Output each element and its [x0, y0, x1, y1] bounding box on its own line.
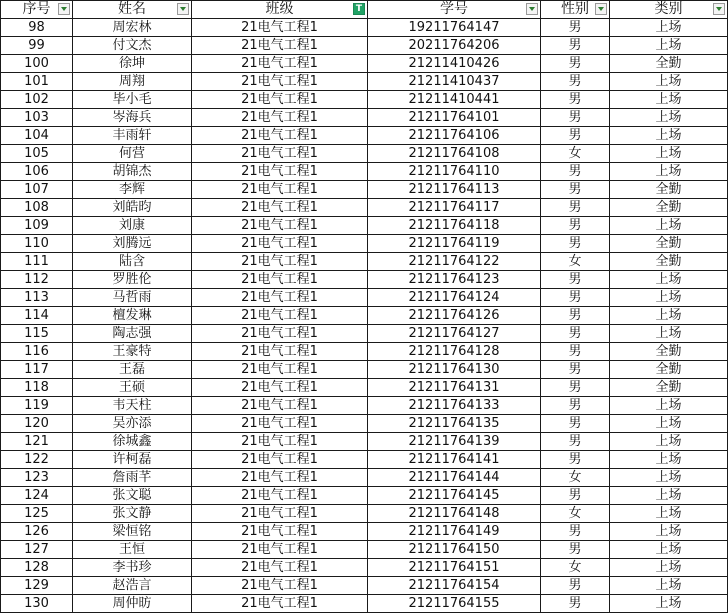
table-row [1, 325, 728, 343]
cell-seq[interactable]: 114 [1, 307, 73, 325]
cell-category[interactable]: 上场 [610, 145, 728, 163]
table-row [1, 343, 728, 361]
cell-class[interactable]: 21电气工程1 [192, 145, 368, 163]
cell-student-id[interactable]: 21211410426 [368, 55, 541, 73]
cell-gender[interactable]: 男 [541, 109, 610, 127]
cell-seq[interactable]: 128 [1, 559, 73, 577]
table-row [1, 397, 728, 415]
cell-name[interactable]: 王硕 [73, 379, 192, 397]
cell-name[interactable]: 罗胜伦 [73, 271, 192, 289]
cell-name[interactable]: 韦天柱 [73, 397, 192, 415]
cell-category[interactable]: 上场 [610, 541, 728, 559]
cell-gender[interactable]: 男 [541, 163, 610, 181]
cell-gender[interactable]: 男 [541, 181, 610, 199]
cell-category[interactable]: 全勤 [610, 55, 728, 73]
cell-class[interactable]: 21电气工程1 [192, 91, 368, 109]
filter-dropdown-icon[interactable] [713, 3, 725, 15]
cell-name[interactable]: 刘腾远 [73, 235, 192, 253]
cell-gender[interactable]: 男 [541, 325, 610, 343]
cell-category[interactable]: 上场 [610, 127, 728, 145]
cell-class[interactable]: 21电气工程1 [192, 55, 368, 73]
cell-category[interactable]: 上场 [610, 325, 728, 343]
table-row [1, 217, 728, 235]
cell-name[interactable]: 张文静 [73, 505, 192, 523]
cell-name[interactable]: 徐城鑫 [73, 433, 192, 451]
filter-dropdown-icon[interactable] [526, 3, 538, 15]
cell-student-id[interactable]: 21211764122 [368, 253, 541, 271]
cell-student-id[interactable]: 21211764148 [368, 505, 541, 523]
cell-name[interactable]: 毕小毛 [73, 91, 192, 109]
cell-category[interactable]: 上场 [610, 307, 728, 325]
cell-gender[interactable]: 男 [541, 487, 610, 505]
cell-class[interactable]: 21电气工程1 [192, 559, 368, 577]
cell-class[interactable]: 21电气工程1 [192, 181, 368, 199]
cell-seq[interactable]: 123 [1, 469, 73, 487]
filter-dropdown-icon[interactable] [58, 3, 70, 15]
cell-seq[interactable]: 112 [1, 271, 73, 289]
header-category[interactable] [610, 1, 728, 19]
header-label: 类别 [654, 1, 683, 17]
table-row [1, 433, 728, 451]
cell-seq[interactable]: 106 [1, 163, 73, 181]
cell-student-id[interactable]: 21211764133 [368, 397, 541, 415]
table-row [1, 289, 728, 307]
cell-gender[interactable]: 男 [541, 271, 610, 289]
cell-seq[interactable]: 129 [1, 577, 73, 595]
cell-category[interactable]: 上场 [610, 415, 728, 433]
cell-class[interactable]: 21电气工程1 [192, 235, 368, 253]
cell-student-id[interactable]: 21211764139 [368, 433, 541, 451]
cell-name[interactable]: 刘皓昀 [73, 199, 192, 217]
cell-class[interactable]: 21电气工程1 [192, 271, 368, 289]
cell-student-id[interactable]: 21211410441 [368, 91, 541, 109]
cell-category[interactable]: 上场 [610, 109, 728, 127]
cell-gender[interactable]: 女 [541, 559, 610, 577]
cell-seq[interactable]: 102 [1, 91, 73, 109]
cell-category[interactable]: 全勤 [610, 253, 728, 271]
table-row [1, 145, 728, 163]
header-label: 学号 [440, 1, 468, 17]
table-row [1, 541, 728, 559]
cell-category[interactable]: 全勤 [610, 199, 728, 217]
cell-name[interactable]: 周仲昉 [73, 595, 192, 613]
cell-gender[interactable]: 男 [541, 361, 610, 379]
table-row [1, 505, 728, 523]
cell-category[interactable]: 上场 [610, 289, 728, 307]
cell-name[interactable]: 陆含 [73, 253, 192, 271]
cell-category[interactable]: 上场 [610, 91, 728, 109]
cell-gender[interactable]: 男 [541, 541, 610, 559]
cell-name[interactable]: 王恒 [73, 541, 192, 559]
cell-class[interactable]: 21电气工程1 [192, 361, 368, 379]
cell-name[interactable]: 胡锦杰 [73, 163, 192, 181]
cell-category[interactable]: 上场 [610, 19, 728, 37]
cell-gender[interactable]: 男 [541, 91, 610, 109]
cell-seq[interactable]: 116 [1, 343, 73, 361]
cell-name[interactable]: 赵浩言 [73, 577, 192, 595]
table-row [1, 253, 728, 271]
cell-class[interactable]: 21电气工程1 [192, 343, 368, 361]
cell-category[interactable]: 全勤 [610, 361, 728, 379]
table-row [1, 361, 728, 379]
cell-class[interactable]: 21电气工程1 [192, 217, 368, 235]
cell-student-id[interactable]: 21211764128 [368, 343, 541, 361]
table-row [1, 91, 728, 109]
filter-active-icon[interactable]: T [353, 3, 365, 15]
cell-name[interactable]: 丰雨轩 [73, 127, 192, 145]
cell-seq[interactable]: 104 [1, 127, 73, 145]
cell-category[interactable]: 上场 [610, 487, 728, 505]
cell-class[interactable]: 21电气工程1 [192, 289, 368, 307]
cell-student-id[interactable]: 21211764113 [368, 181, 541, 199]
cell-category[interactable]: 上场 [610, 271, 728, 289]
cell-gender[interactable]: 女 [541, 505, 610, 523]
cell-gender[interactable]: 男 [541, 235, 610, 253]
cell-seq[interactable]: 105 [1, 145, 73, 163]
cell-seq[interactable]: 115 [1, 325, 73, 343]
cell-seq[interactable]: 130 [1, 595, 73, 613]
header-seq[interactable] [1, 1, 73, 19]
cell-student-id[interactable]: 21211764101 [368, 109, 541, 127]
cell-class[interactable]: 21电气工程1 [192, 523, 368, 541]
cell-student-id[interactable]: 21211764124 [368, 289, 541, 307]
cell-name[interactable]: 张文聪 [73, 487, 192, 505]
cell-student-id[interactable]: 21211764123 [368, 271, 541, 289]
cell-category[interactable]: 全勤 [610, 181, 728, 199]
cell-student-id[interactable]: 21211764117 [368, 199, 541, 217]
cell-gender[interactable]: 男 [541, 19, 610, 37]
cell-student-id[interactable]: 21211764151 [368, 559, 541, 577]
cell-name[interactable]: 檀发琳 [73, 307, 192, 325]
header-label: 班级 [265, 1, 294, 17]
cell-gender[interactable]: 男 [541, 289, 610, 307]
cell-student-id[interactable]: 21211764119 [368, 235, 541, 253]
header-label: 姓名 [118, 1, 146, 17]
cell-student-id[interactable]: 21211764130 [368, 361, 541, 379]
cell-name[interactable]: 徐坤 [73, 55, 192, 73]
cell-category[interactable]: 上场 [610, 559, 728, 577]
header-row [1, 1, 728, 19]
cell-category[interactable]: 上场 [610, 73, 728, 91]
cell-name[interactable]: 岑海兵 [73, 109, 192, 127]
cell-class[interactable]: 21电气工程1 [192, 73, 368, 91]
cell-student-id[interactable]: 21211410437 [368, 73, 541, 91]
cell-class[interactable]: 21电气工程1 [192, 505, 368, 523]
header-name[interactable] [73, 1, 192, 19]
cell-student-id[interactable]: 21211764144 [368, 469, 541, 487]
cell-category[interactable]: 上场 [610, 37, 728, 55]
cell-seq[interactable]: 124 [1, 487, 73, 505]
cell-class[interactable]: 21电气工程1 [192, 595, 368, 613]
table-row [1, 559, 728, 577]
header-class[interactable] [192, 1, 368, 19]
cell-category[interactable]: 上场 [610, 505, 728, 523]
cell-seq[interactable]: 118 [1, 379, 73, 397]
cell-name[interactable]: 詹雨芊 [73, 469, 192, 487]
cell-student-id[interactable]: 21211764106 [368, 127, 541, 145]
cell-name[interactable]: 何营 [73, 145, 192, 163]
cell-gender[interactable]: 男 [541, 55, 610, 73]
cell-gender[interactable]: 男 [541, 415, 610, 433]
table-row [1, 163, 728, 181]
cell-gender[interactable]: 男 [541, 127, 610, 145]
table-row [1, 127, 728, 145]
cell-name[interactable]: 周宏林 [73, 19, 192, 37]
header-gender[interactable] [541, 1, 610, 19]
cell-student-id[interactable]: 21211764155 [368, 595, 541, 613]
cell-category[interactable]: 全勤 [610, 343, 728, 361]
cell-class[interactable]: 21电气工程1 [192, 127, 368, 145]
cell-student-id[interactable]: 19211764147 [368, 19, 541, 37]
cell-gender[interactable]: 男 [541, 523, 610, 541]
table-row [1, 73, 728, 91]
cell-student-id[interactable]: 21211764150 [368, 541, 541, 559]
cell-seq[interactable]: 109 [1, 217, 73, 235]
cell-category[interactable]: 全勤 [610, 379, 728, 397]
cell-name[interactable]: 许柯磊 [73, 451, 192, 469]
cell-gender[interactable]: 男 [541, 37, 610, 55]
cell-gender[interactable]: 男 [541, 217, 610, 235]
cell-gender[interactable]: 男 [541, 433, 610, 451]
cell-gender[interactable]: 男 [541, 451, 610, 469]
cell-gender[interactable]: 女 [541, 469, 610, 487]
cell-name[interactable]: 梁恒铭 [73, 523, 192, 541]
cell-class[interactable]: 21电气工程1 [192, 253, 368, 271]
filter-dropdown-icon[interactable] [177, 3, 189, 15]
table-row [1, 379, 728, 397]
cell-class[interactable]: 21电气工程1 [192, 163, 368, 181]
cell-student-id[interactable]: 21211764108 [368, 145, 541, 163]
cell-name[interactable]: 王磊 [73, 361, 192, 379]
table-row [1, 199, 728, 217]
cell-seq[interactable]: 117 [1, 361, 73, 379]
table-row [1, 235, 728, 253]
cell-seq[interactable]: 113 [1, 289, 73, 307]
cell-class[interactable]: 21电气工程1 [192, 451, 368, 469]
cell-seq[interactable]: 126 [1, 523, 73, 541]
cell-class[interactable]: 21电气工程1 [192, 433, 368, 451]
cell-student-id[interactable]: 21211764126 [368, 307, 541, 325]
cell-seq[interactable]: 101 [1, 73, 73, 91]
cell-student-id[interactable]: 21211764141 [368, 451, 541, 469]
header-student-id[interactable] [368, 1, 541, 19]
cell-category[interactable]: 全勤 [610, 235, 728, 253]
cell-category[interactable]: 上场 [610, 451, 728, 469]
cell-gender[interactable]: 男 [541, 307, 610, 325]
cell-seq[interactable]: 99 [1, 37, 73, 55]
table-row [1, 271, 728, 289]
cell-name[interactable]: 刘康 [73, 217, 192, 235]
table-row [1, 109, 728, 127]
cell-class[interactable]: 21电气工程1 [192, 379, 368, 397]
cell-name[interactable]: 王豪特 [73, 343, 192, 361]
cell-class[interactable]: 21电气工程1 [192, 415, 368, 433]
cell-name[interactable]: 付文杰 [73, 37, 192, 55]
cell-class[interactable]: 21电气工程1 [192, 577, 368, 595]
table-row [1, 577, 728, 595]
cell-student-id[interactable]: 21211764118 [368, 217, 541, 235]
cell-student-id[interactable]: 21211764149 [368, 523, 541, 541]
cell-seq[interactable]: 100 [1, 55, 73, 73]
cell-student-id[interactable]: 20211764206 [368, 37, 541, 55]
table-row [1, 19, 728, 37]
cell-gender[interactable]: 男 [541, 379, 610, 397]
cell-name[interactable]: 周翔 [73, 73, 192, 91]
table-row [1, 55, 728, 73]
cell-category[interactable]: 上场 [610, 595, 728, 613]
cell-seq[interactable]: 122 [1, 451, 73, 469]
cell-class[interactable]: 21电气工程1 [192, 199, 368, 217]
cell-gender[interactable]: 女 [541, 253, 610, 271]
cell-category[interactable]: 上场 [610, 163, 728, 181]
cell-gender[interactable]: 男 [541, 595, 610, 613]
cell-category[interactable]: 上场 [610, 397, 728, 415]
cell-category[interactable]: 上场 [610, 577, 728, 595]
cell-name[interactable]: 李辉 [73, 181, 192, 199]
cell-category[interactable]: 上场 [610, 523, 728, 541]
cell-seq[interactable]: 121 [1, 433, 73, 451]
cell-student-id[interactable]: 21211764154 [368, 577, 541, 595]
cell-seq[interactable]: 127 [1, 541, 73, 559]
cell-class[interactable]: 21电气工程1 [192, 307, 368, 325]
cell-student-id[interactable]: 21211764145 [368, 487, 541, 505]
cell-name[interactable]: 马哲雨 [73, 289, 192, 307]
cell-class[interactable]: 21电气工程1 [192, 469, 368, 487]
cell-name[interactable]: 陶志强 [73, 325, 192, 343]
cell-category[interactable]: 上场 [610, 433, 728, 451]
cell-class[interactable]: 21电气工程1 [192, 325, 368, 343]
cell-seq[interactable]: 110 [1, 235, 73, 253]
table-row [1, 415, 728, 433]
cell-gender[interactable]: 男 [541, 199, 610, 217]
cell-seq[interactable]: 119 [1, 397, 73, 415]
cell-name[interactable]: 李书珍 [73, 559, 192, 577]
cell-class[interactable]: 21电气工程1 [192, 541, 368, 559]
cell-seq[interactable]: 107 [1, 181, 73, 199]
table-row [1, 469, 728, 487]
cell-student-id[interactable]: 21211764110 [368, 163, 541, 181]
filter-dropdown-icon[interactable] [595, 3, 607, 15]
table-body [1, 19, 728, 613]
cell-category[interactable]: 上场 [610, 469, 728, 487]
table-row [1, 181, 728, 199]
header-label: 性别 [561, 1, 589, 17]
cell-seq[interactable]: 125 [1, 505, 73, 523]
cell-seq[interactable]: 98 [1, 19, 73, 37]
cell-gender[interactable]: 男 [541, 397, 610, 415]
cell-seq[interactable]: 120 [1, 415, 73, 433]
cell-gender[interactable]: 男 [541, 577, 610, 595]
cell-class[interactable]: 21电气工程1 [192, 37, 368, 55]
cell-seq[interactable]: 103 [1, 109, 73, 127]
cell-gender[interactable]: 女 [541, 145, 610, 163]
table-row [1, 595, 728, 613]
cell-class[interactable]: 21电气工程1 [192, 19, 368, 37]
cell-student-id[interactable]: 21211764127 [368, 325, 541, 343]
cell-class[interactable]: 21电气工程1 [192, 397, 368, 415]
table-row [1, 307, 728, 325]
table-row [1, 523, 728, 541]
cell-class[interactable]: 21电气工程1 [192, 109, 368, 127]
cell-name[interactable]: 吴亦添 [73, 415, 192, 433]
cell-gender[interactable]: 男 [541, 73, 610, 91]
cell-class[interactable]: 21电气工程1 [192, 487, 368, 505]
table-row [1, 37, 728, 55]
cell-seq[interactable]: 111 [1, 253, 73, 271]
cell-gender[interactable]: 男 [541, 343, 610, 361]
header-label: 序号 [22, 1, 51, 17]
cell-student-id[interactable]: 21211764135 [368, 415, 541, 433]
cell-student-id[interactable]: 21211764131 [368, 379, 541, 397]
table-row [1, 487, 728, 505]
cell-seq[interactable]: 108 [1, 199, 73, 217]
table-row [1, 451, 728, 469]
cell-category[interactable]: 上场 [610, 217, 728, 235]
